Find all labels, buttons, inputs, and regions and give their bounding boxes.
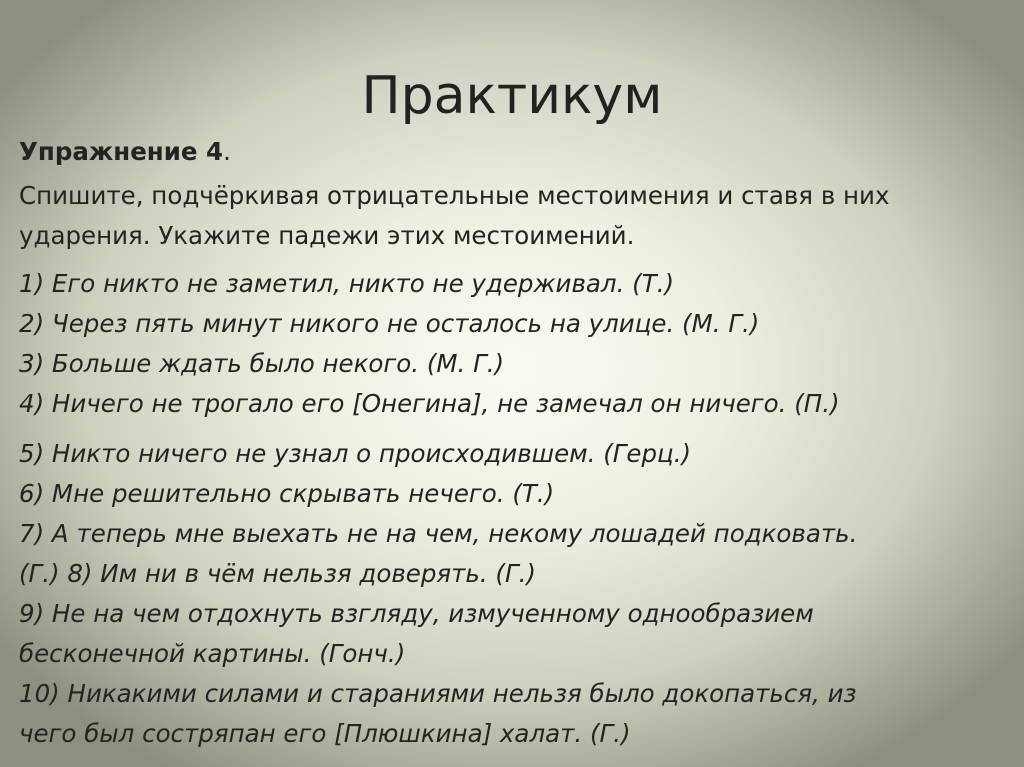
exercise-line: (Г.) 8) Им ни в чём нельзя доверять. (Г.) bbox=[19, 559, 536, 588]
exercise-line: 3) Больше ждать было некого. (М. Г.) bbox=[19, 349, 505, 378]
exercise-line: 1) Его никто не заметил, никто не удерживал. (Т.) bbox=[19, 269, 675, 298]
exercise-label: Упражнение 4 bbox=[19, 137, 224, 166]
instruction-line-1: Спишите, подчёркивая отрицательные местоимения и ставя в них bbox=[19, 181, 890, 210]
exercise-heading bbox=[19, 132, 1009, 172]
exercise-line: 9) Не на чем отдохнуть взгляду, измученному однообразием bbox=[19, 599, 814, 628]
instruction-line-2: ударения. Укажите падежи этих местоимений. bbox=[19, 221, 635, 250]
exercise-line: 7) А теперь мне выехать не на чем, некому лошадей подковать. bbox=[19, 519, 858, 548]
exercise-items bbox=[19, 264, 1009, 754]
exercise-line: чего был состряпан его [Плюшкина] халат. (Г.) bbox=[19, 719, 631, 748]
exercise-line: бесконечной картины. (Гонч.) bbox=[19, 639, 406, 668]
slide-title: Практикум bbox=[361, 66, 663, 126]
exercise-line: 10) Никакими силами и стараниями нельзя было докопаться, из bbox=[19, 679, 857, 708]
exercise-period: . bbox=[223, 137, 231, 166]
exercise-instruction bbox=[19, 176, 1009, 256]
exercise-line: 2) Через пять минут никого не осталось на улице. (М. Г.) bbox=[19, 309, 760, 338]
exercise-line: 5) Никто ничего не узнал о происходившем. (Герц.) bbox=[19, 439, 692, 468]
exercise-line: 4) Ничего не трогало его [Онегина], не замечал он ничего. (П.) bbox=[19, 389, 840, 418]
exercise-line: 6) Мне решительно скрывать нечего. (Т.) bbox=[19, 479, 555, 508]
slide-body bbox=[19, 132, 1009, 754]
